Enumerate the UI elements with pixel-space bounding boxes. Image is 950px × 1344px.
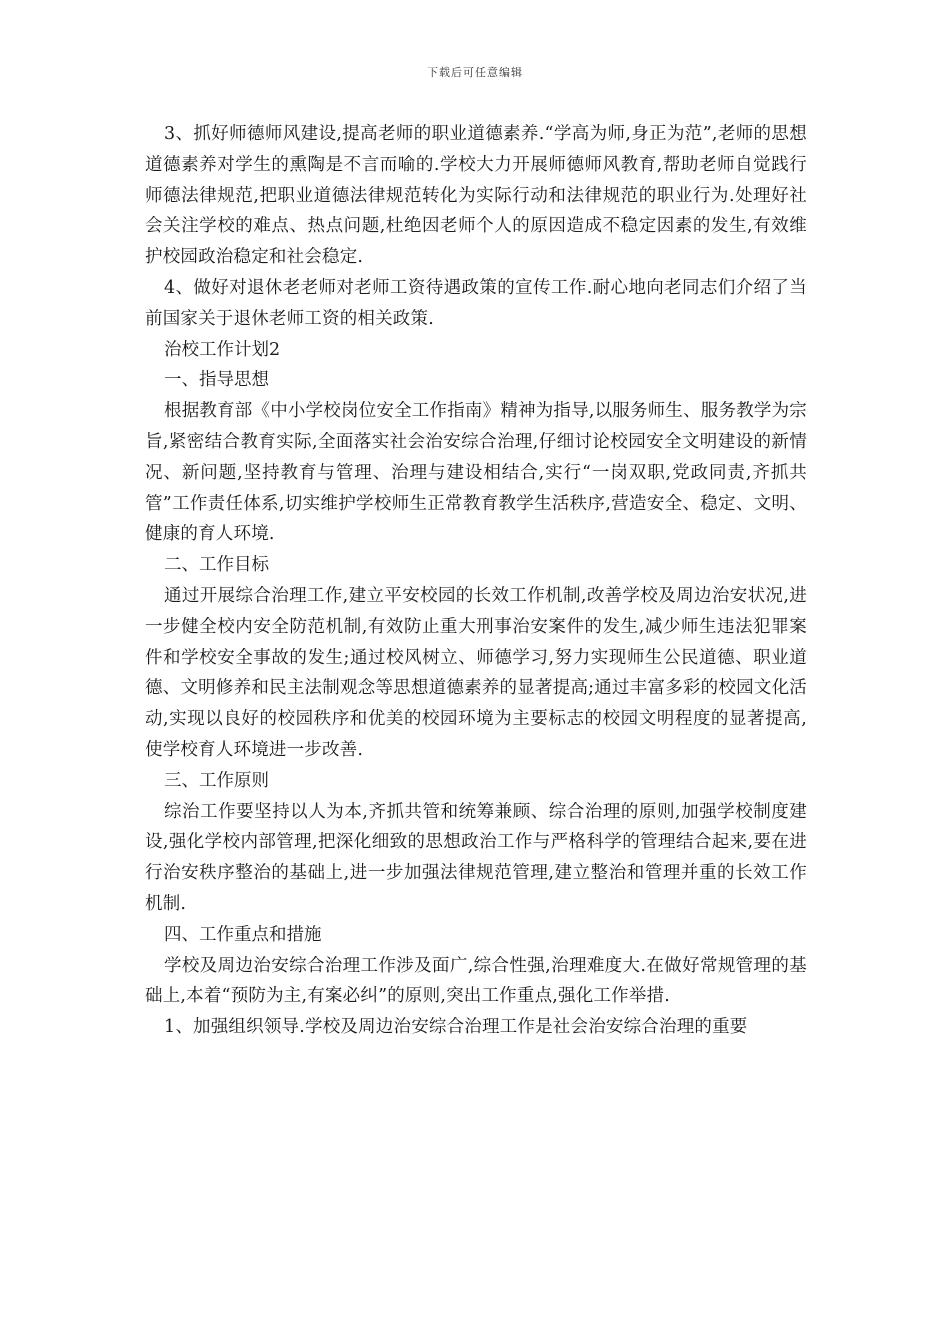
paragraph-teacher-ethics: 3、抓好师德师风建设,提高老师的职业道德素养.“学高为师,身正为范”,老师的思想道德素养对学生的熏陶是不言而喻的.学校大力开展师德师风教育,帮助老师自觉践行师德法律规范,把职业道德法律规范转化为实际行动和法律规范的职业行为.处理好社会关注学校的难点、热点问题,杜绝因老师个人的原因造成不稳定因素的发生,有效维护校园政治稳定和社会稳定. — [145, 124, 807, 268]
heading-work-principles: 三、工作原则 — [164, 770, 269, 791]
heading-key-measures: 四、工作重点和措施 — [164, 924, 322, 945]
paragraph-guiding-ideology: 根据教育部《中小学校岗位安全工作指南》精神为指导,以服务师生、服务教学为宗旨,紧密结合教育实际,全面落实社会治安综合治理,仔细讨论校园安全文明建设的新情况、新问题,坚持教育与管理、治理与建设相结合,实行“一岗双职,党政同责,齐抓共管”工作责任体系,切实维护学校师生正常教育教学生活秩序,营造安全、稳定、文明、健康的育人环境. — [145, 401, 807, 545]
paragraph-work-goals: 通过开展综合治理工作,建立平安校园的长效工作机制,改善学校及周边治安状况,进一步健全校内安全防范机制,有效防止重大刑事治安案件的发生,减少师生违法犯罪案件和学校安全事故的发生;通过校风树立、师德学习,努力实现师生公民道德、职业道德、文明修养和民主法制观念等思想道德素养的显著提高;通过丰富多彩的校园文化活动,实现以良好的校园秩序和优美的校园环境为主要标志的校园文明程度的显著提高,使学校育人环境进一步改善. — [145, 585, 807, 760]
paragraph-organization-leadership: 1、加强组织领导.学校及周边治安综合治理工作是社会治安综合治理的重要 — [164, 1017, 748, 1038]
document-body — [145, 119, 807, 1043]
paragraph-work-principles: 综治工作要坚持以人为本,齐抓共管和统筹兼顾、综合治理的原则,加强学校制度建设,强化学校内部管理,把深化细致的思想政治工作与严格科学的管理结合起来,要在进行治安秩序整治的基础上,进一步加强法律规范管理,建立整治和管理并重的长效工作机制. — [145, 801, 807, 914]
heading-work-goals: 二、工作目标 — [164, 555, 269, 576]
heading-guiding-ideology: 一、指导思想 — [164, 370, 269, 391]
page-header-note: 下载后可任意编辑 — [427, 66, 523, 79]
section-title-plan-2: 治校工作计划2 — [164, 339, 281, 360]
paragraph-retired-teachers: 4、做好对退休老老师对老师工资待遇政策的宣传工作.耐心地向老同志们介绍了当前国家关于退休老师工资的相关政策. — [145, 277, 807, 329]
paragraph-key-measures: 学校及周边治安综合治理工作涉及面广,综合性强,治理难度大.在做好常规管理的基础上,本着“预防为主,有案必纠”的原则,突出工作重点,强化工作举措. — [145, 955, 807, 1007]
